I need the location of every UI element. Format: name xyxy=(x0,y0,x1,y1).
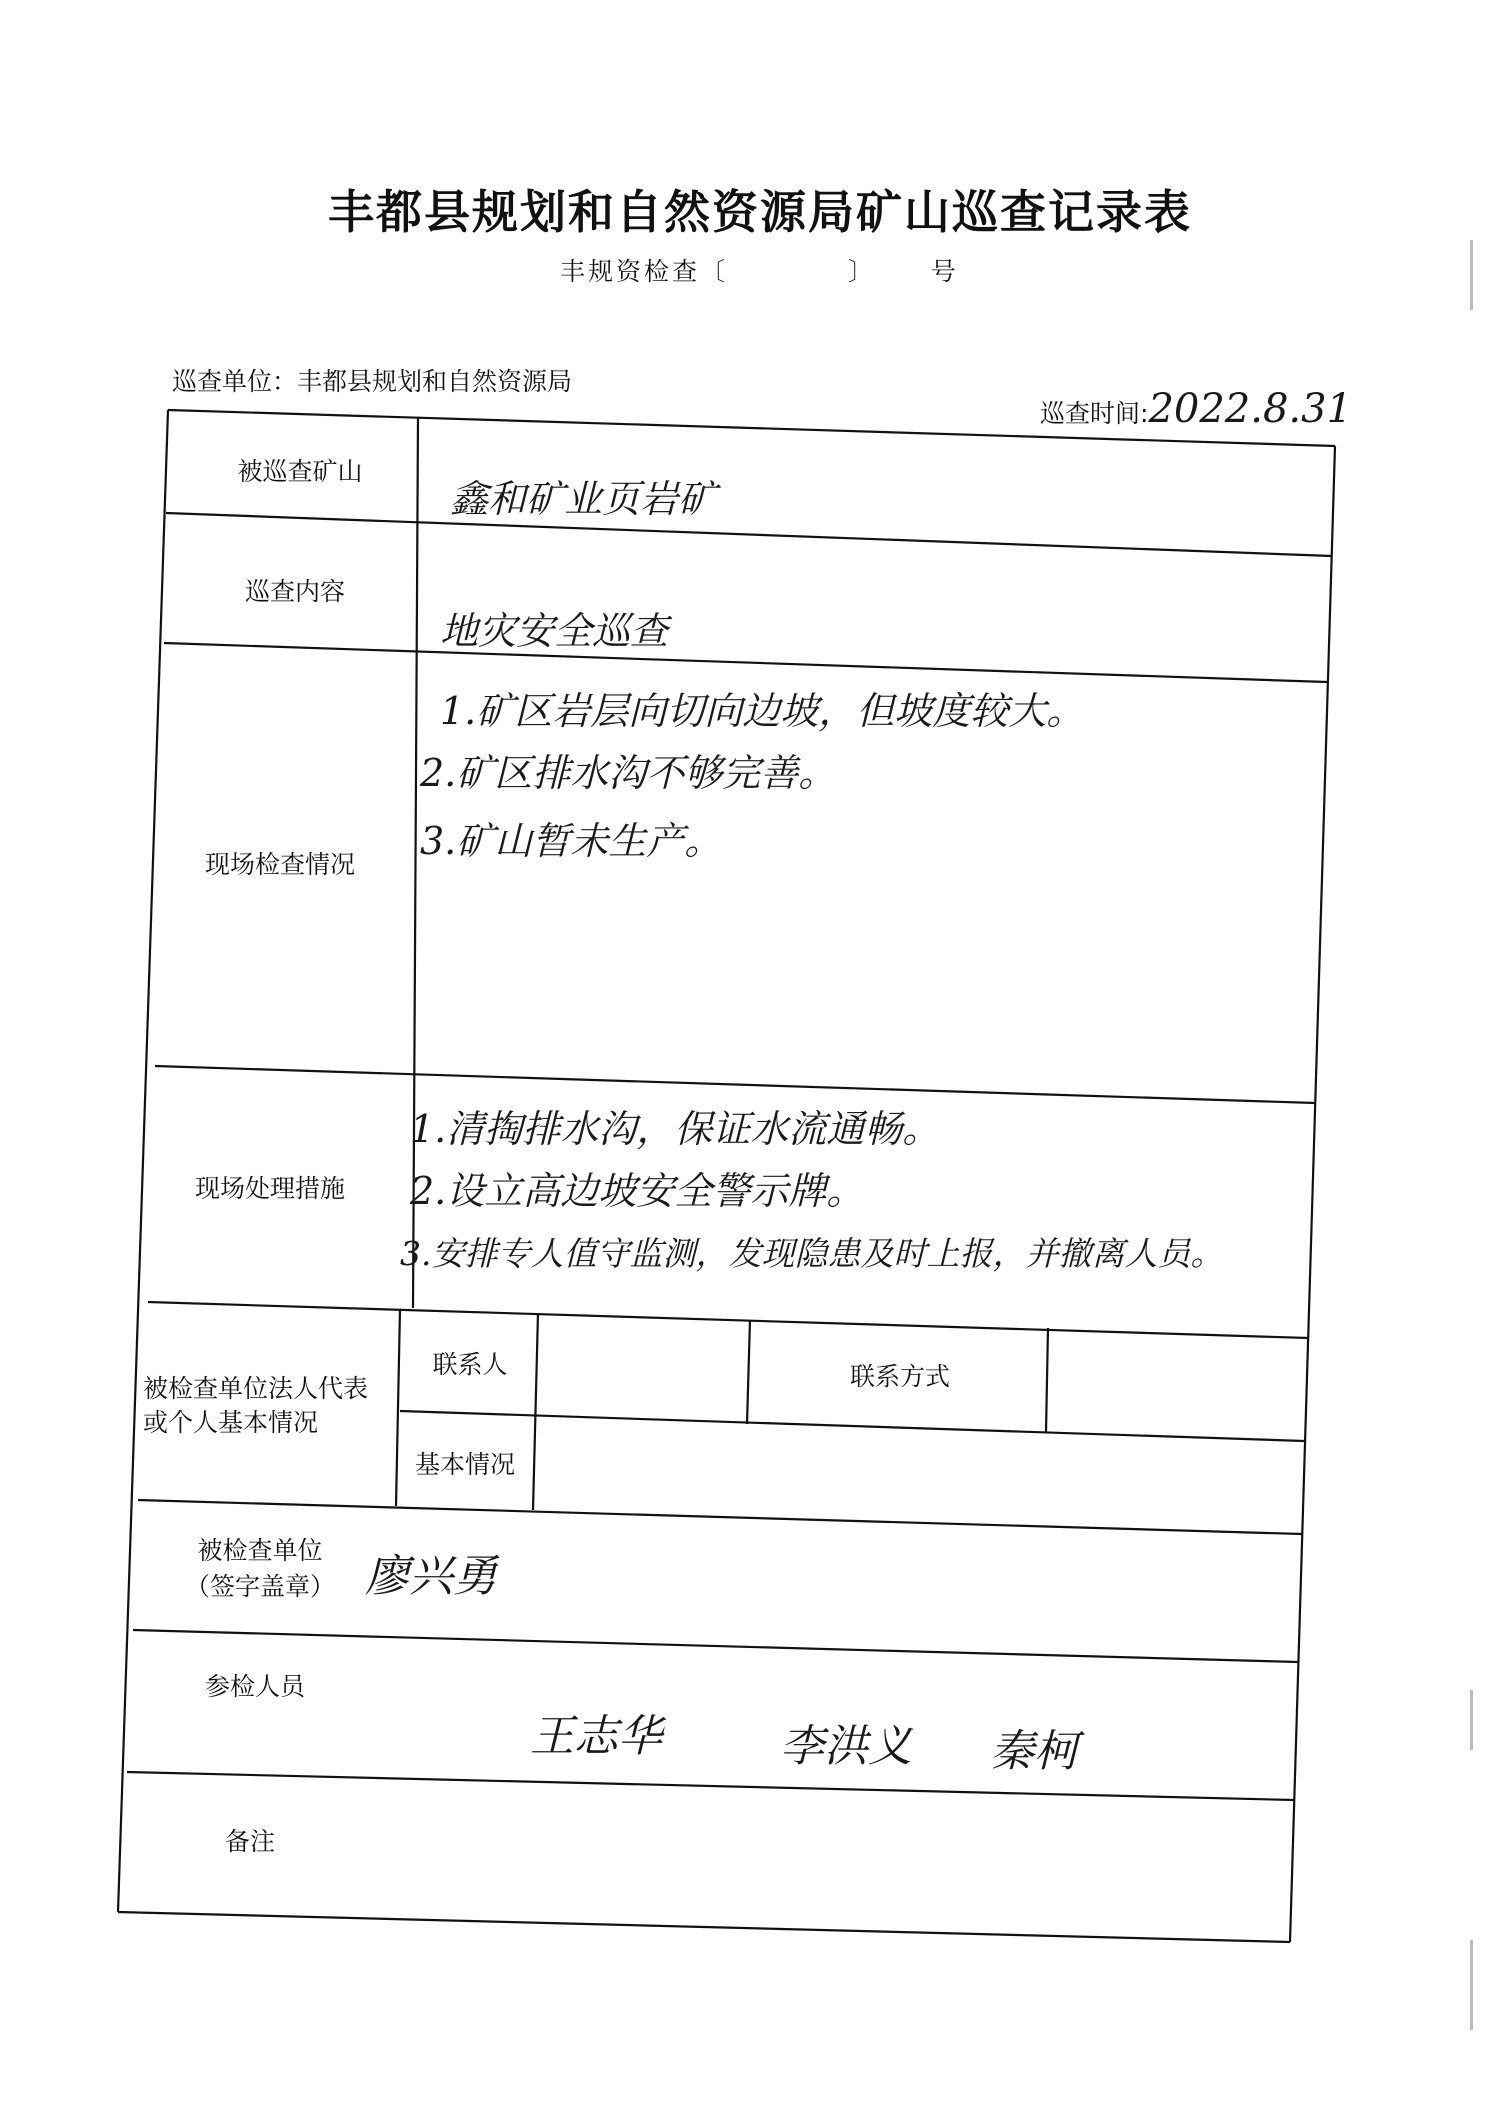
contact-method-label: 联系方式 xyxy=(849,1362,950,1391)
time-label: 巡查时间: xyxy=(1040,399,1149,428)
remarks-label: 备注 xyxy=(224,1827,275,1856)
table-right-border xyxy=(1290,446,1335,1942)
doc-no-prefix: 丰规资检查〔 xyxy=(560,257,729,286)
inspected-unit-label: 被检查单位 xyxy=(197,1536,323,1565)
finding-item: 2.矿区排水沟不够完善。 xyxy=(420,751,837,795)
findings-label: 现场检查情况 xyxy=(204,850,355,879)
legal-rep-divider-d xyxy=(1046,1328,1048,1432)
measure-item: 2.设立高边坡安全警示牌。 xyxy=(410,1169,865,1213)
finding-item: 3.矿山暂未生产。 xyxy=(420,819,723,863)
inspectors-label: 参检人员 xyxy=(204,1672,305,1701)
scan-edge-mark xyxy=(1470,240,1473,310)
row-divider-7 xyxy=(127,1772,1294,1800)
measure-item: 3.安排专人值守监测，发现隐患及时上报，并撤离人员。 xyxy=(400,1234,1224,1273)
contact-label: 联系人 xyxy=(432,1350,508,1379)
row-divider-1 xyxy=(166,513,1332,556)
measure-item: 1.清掏排水沟，保证水流通畅。 xyxy=(410,1107,941,1151)
finding-item: 1.矿区岩层向切向边坡，但坡度较大。 xyxy=(440,689,1085,733)
row-divider-2 xyxy=(164,643,1327,682)
row-divider-5 xyxy=(138,1500,1302,1534)
row-divider-4 xyxy=(148,1302,1308,1338)
inspection-unit: 巡查单位：丰都县规划和自然资源局 xyxy=(172,367,573,396)
legal-rep-divider-c xyxy=(747,1320,750,1424)
table-bottom-border xyxy=(118,1912,1290,1942)
row-divider-6 xyxy=(133,1630,1298,1662)
mine-label: 被巡查矿山 xyxy=(237,457,363,486)
inspector-signature: 王志华 xyxy=(530,1711,662,1762)
content-value: 地灾安全巡查 xyxy=(440,609,669,653)
inspected-unit-signature: 廖兴勇 xyxy=(365,1551,497,1602)
table-top-border xyxy=(168,410,1335,446)
doc-no-bracket-close: 〕 xyxy=(848,257,877,286)
basic-info-label: 基本情况 xyxy=(414,1450,515,1479)
scan-edge-mark xyxy=(1470,1940,1473,2030)
inspector-signature: 秦柯 xyxy=(990,1726,1078,1777)
measures-label: 现场处理措施 xyxy=(194,1174,345,1203)
inspected-unit-sublabel: （签字盖章） xyxy=(184,1572,335,1601)
form-title: 丰都县规划和自然资源局矿山巡查记录表 xyxy=(328,185,1192,239)
doc-no-suffix: 号 xyxy=(930,257,959,286)
scan-edge-mark xyxy=(1470,1690,1473,1750)
content-label: 巡查内容 xyxy=(244,577,345,606)
time-value: 2022.8.31 xyxy=(1148,386,1353,432)
table-left-border xyxy=(118,410,168,1912)
legal-rep-divider-b xyxy=(533,1313,538,1510)
legal-rep-label: 被检查单位法人代表或个人基本情况 xyxy=(143,1374,369,1437)
inspector-signature: 李洪义 xyxy=(780,1721,912,1772)
mine-value: 鑫和矿业页岩矿 xyxy=(450,477,717,521)
